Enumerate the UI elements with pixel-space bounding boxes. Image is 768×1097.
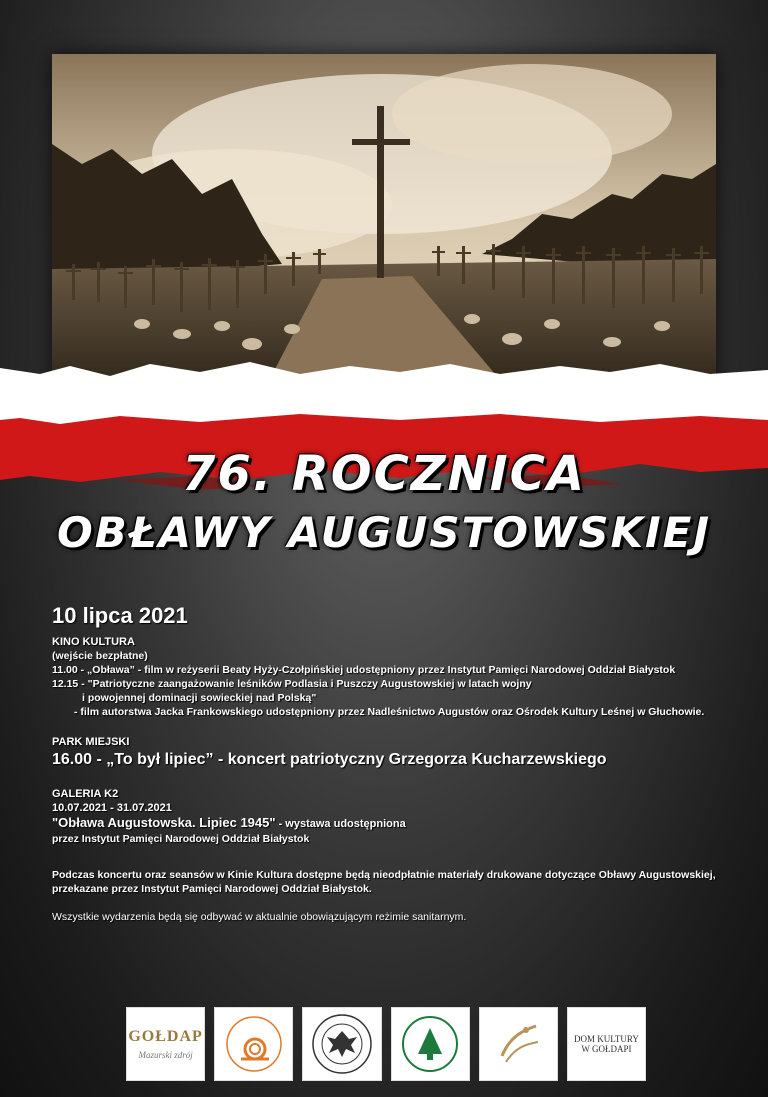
goldap-wordmark: GOŁDAP	[128, 1028, 203, 1045]
eagle-emblem-icon	[311, 1013, 373, 1075]
event-date: 10 lipca 2021	[52, 603, 188, 628]
exhibit-title: "Obława Augustowska. Lipiec 1945"	[52, 815, 276, 830]
goldap-tagline: Mazurski zdrój	[138, 1050, 193, 1060]
event-program	[52, 603, 732, 924]
note-2: Wszystkie wydarzenia będą się odbywać w aktualnie obowiązującym reżimie sanitarnym.	[52, 911, 467, 923]
osir-logo	[479, 1007, 558, 1081]
title-line-1: 76. ROCZNICA	[182, 446, 586, 502]
venue-galeria: GALERIA K2	[52, 788, 119, 800]
note-1a: Podczas koncertu oraz seansów w Kinie Kultura dostępne będą nieodpłatnie materiały drukowane dotyczące Obławy Augustowskiej,	[52, 869, 716, 881]
entry-note: (wejście bezpłatne)	[52, 650, 148, 662]
dom-kultury-line-2: W GOŁDAPI	[581, 1044, 632, 1054]
goldap-logo	[126, 1007, 205, 1081]
kino-item-2b: i powojennej dominacji sowieckiej nad Polską"	[82, 692, 317, 704]
venue-kino: KINO KULTURA	[52, 636, 135, 648]
lasy-panstwowe-logo	[391, 1007, 470, 1081]
dom-kultury-line-1: DOM KULTURY	[573, 1034, 639, 1044]
title-line-2: OBŁAWY AUGUSTOWSKIEJ	[57, 508, 711, 557]
tree-emblem-icon	[400, 1014, 460, 1074]
sponsor-logos	[126, 1007, 646, 1079]
osir-emblem-icon	[490, 1016, 546, 1072]
ipn-logo	[302, 1007, 381, 1081]
galeria-dates: 10.07.2021 - 31.07.2021	[52, 802, 172, 814]
kino-item-1: 11.00 - „Obława” - film w reżyserii Beaty Hyży-Czołpińskiej udostępniony przez Instytut Pamięci Narodowej Oddział Białystok	[52, 664, 676, 676]
snail-icon	[225, 1015, 283, 1073]
dom-kultury-logo	[567, 1007, 646, 1081]
exhibit-by: przez Instytut Pamięci Narodowej Oddział Białystok	[52, 833, 310, 845]
note-1b: przekazane przez Instytut Pamięci Narodowej Oddział Białystok.	[52, 883, 372, 895]
kino-item-2c: - film autorstwa Jacka Frankowskiego udostępniony przez Nadleśnictwo Augustów oraz Ośrodek Kultury Leśnej w Głuchowie.	[74, 706, 705, 718]
memorial-photo	[52, 54, 716, 394]
uzdrowisko-logo	[214, 1007, 293, 1081]
kino-item-2a: 12.15 - "Patriotyczne zaangażowanie leśników Podlasia i Puszczy Augustowskiej w latach wojny	[52, 678, 532, 690]
exhibit-rest: - wystawa udostępniona	[275, 818, 406, 830]
galeria-exhibit	[52, 815, 732, 832]
venue-park: PARK MIEJSKI	[52, 736, 130, 748]
park-event: 16.00 - „To był lipiec” - koncert patriotyczny Grzegorza Kucharzewskiego	[52, 751, 607, 768]
